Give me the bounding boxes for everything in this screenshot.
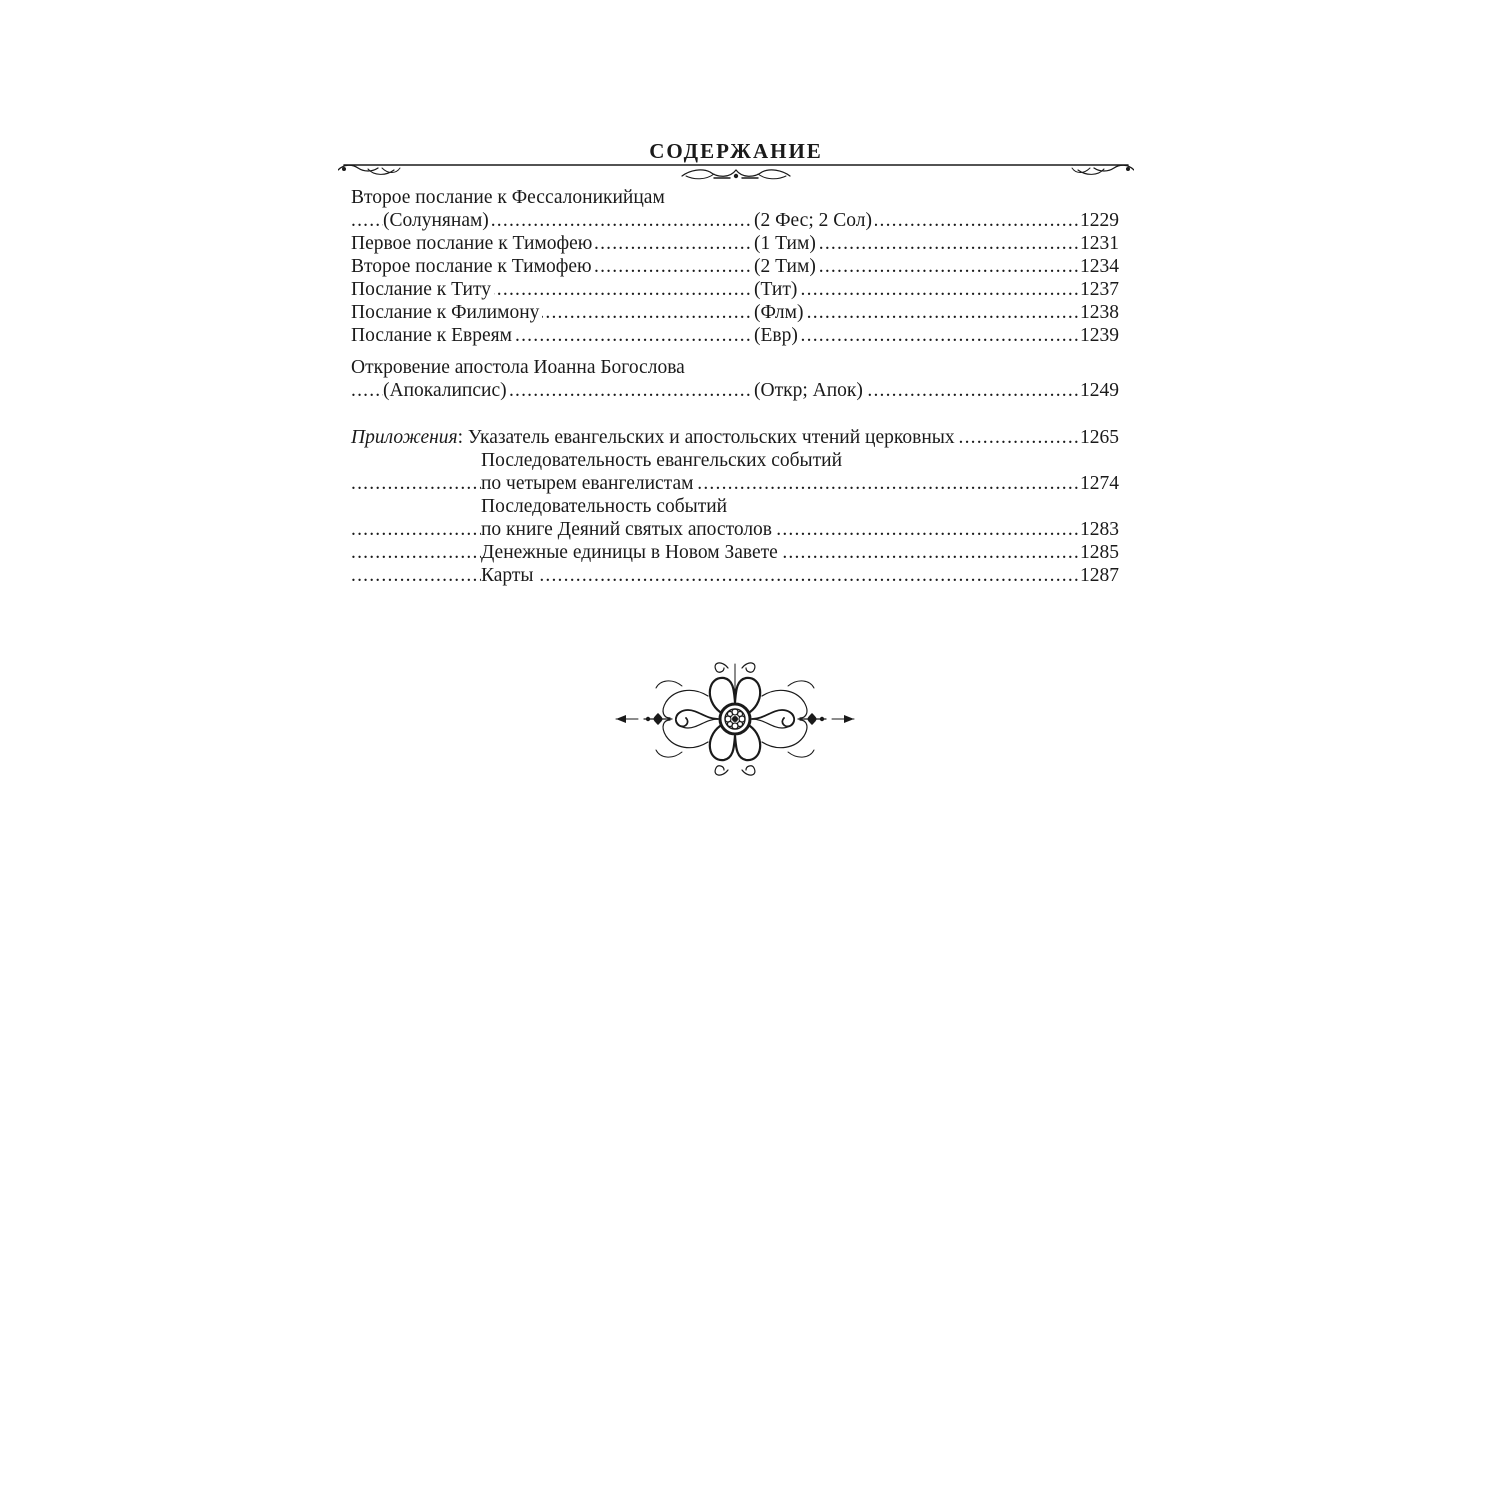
decorative-ornament-icon	[612, 656, 858, 782]
toc-entry-abbreviation: (Откр; Апок)	[751, 379, 866, 402]
header-flourish-rule	[338, 160, 1134, 186]
leader-dots	[351, 472, 1119, 495]
toc-entry-row[interactable]	[351, 278, 1119, 301]
appendix-page-number: 1265	[1080, 427, 1119, 448]
toc-entry-page-number: 1237	[1080, 279, 1119, 300]
toc-entry-page-number: 1229	[1080, 210, 1119, 231]
toc-entry-row[interactable]	[351, 255, 1119, 278]
appendices-label-group	[351, 426, 958, 449]
toc-entry-title: Послание к Филимону	[351, 301, 542, 324]
appendix-page-number: 1285	[1080, 542, 1119, 563]
toc-entry-title: (Солунянам)	[383, 209, 492, 232]
appendix-row[interactable]	[351, 541, 1119, 564]
appendix-title: Указатель евангельских и апостольских чтений церковных	[467, 427, 955, 448]
toc-entry-page-number: 1238	[1080, 302, 1119, 323]
toc-entry-title-line	[351, 356, 1119, 379]
toc-entry-title: Второе послание к Тимофею	[351, 255, 595, 278]
toc-entry-abbreviation: (1 Тим)	[751, 232, 819, 255]
toc-entry-row[interactable]	[351, 379, 1119, 402]
toc-entry-page-number: 1234	[1080, 256, 1119, 277]
appendices-separator: :	[457, 427, 464, 448]
toc-entry-abbreviation: (2 Тим)	[751, 255, 819, 278]
toc-entry-abbreviation: (Флм)	[751, 301, 807, 324]
appendix-row[interactable]	[351, 472, 1119, 495]
toc-entry-row[interactable]	[351, 324, 1119, 347]
appendix-row[interactable]	[351, 426, 1119, 449]
toc-entry-row[interactable]	[351, 209, 1119, 232]
appendix-page-number: 1274	[1080, 473, 1119, 494]
leader-dots	[351, 564, 1119, 587]
table-of-contents	[351, 186, 1119, 587]
toc-entry-title: Послание к Титу	[351, 278, 494, 301]
appendix-title: по четырем евангелистам	[481, 472, 696, 495]
toc-entry-title: Второе послание к Фессалоникийцам	[351, 187, 665, 208]
toc-entry-title: Первое послание к Тимофею	[351, 232, 595, 255]
appendix-page-number: 1283	[1080, 519, 1119, 540]
toc-entry-abbreviation: (2 Фес; 2 Сол)	[751, 209, 875, 232]
toc-entry-title: Послание к Евреям	[351, 324, 515, 347]
appendix-title: Последовательность евангельских событий	[481, 450, 843, 471]
toc-entry-title: Откровение апостола Иоанна Богослова	[351, 357, 685, 378]
toc-entry-page-number: 1249	[1080, 380, 1119, 401]
appendix-title-line	[351, 449, 1119, 472]
appendix-title: по книге Деяний святых апостолов	[481, 518, 775, 541]
toc-entry-title-line	[351, 186, 1119, 209]
toc-entry-abbreviation: (Евр)	[751, 324, 801, 347]
appendix-page-number: 1287	[1080, 565, 1119, 586]
appendix-row[interactable]	[351, 518, 1119, 541]
page-title: СОДЕРЖАНИЕ	[649, 139, 823, 163]
appendix-row[interactable]	[351, 564, 1119, 587]
toc-entry-page-number: 1239	[1080, 325, 1119, 346]
appendix-title: Карты	[481, 564, 537, 587]
toc-entry-page-number: 1231	[1080, 233, 1119, 254]
appendix-title: Последовательность событий	[481, 496, 728, 517]
appendix-title: Денежные единицы в Новом Завете	[481, 541, 781, 564]
toc-entry-row[interactable]	[351, 301, 1119, 324]
toc-entry-title: (Апокалипсис)	[383, 379, 510, 402]
toc-entry-abbreviation: (Тит)	[751, 278, 800, 301]
appendices-label: Приложения	[351, 427, 458, 448]
appendix-title-line	[351, 495, 1119, 518]
toc-entry-row[interactable]	[351, 232, 1119, 255]
